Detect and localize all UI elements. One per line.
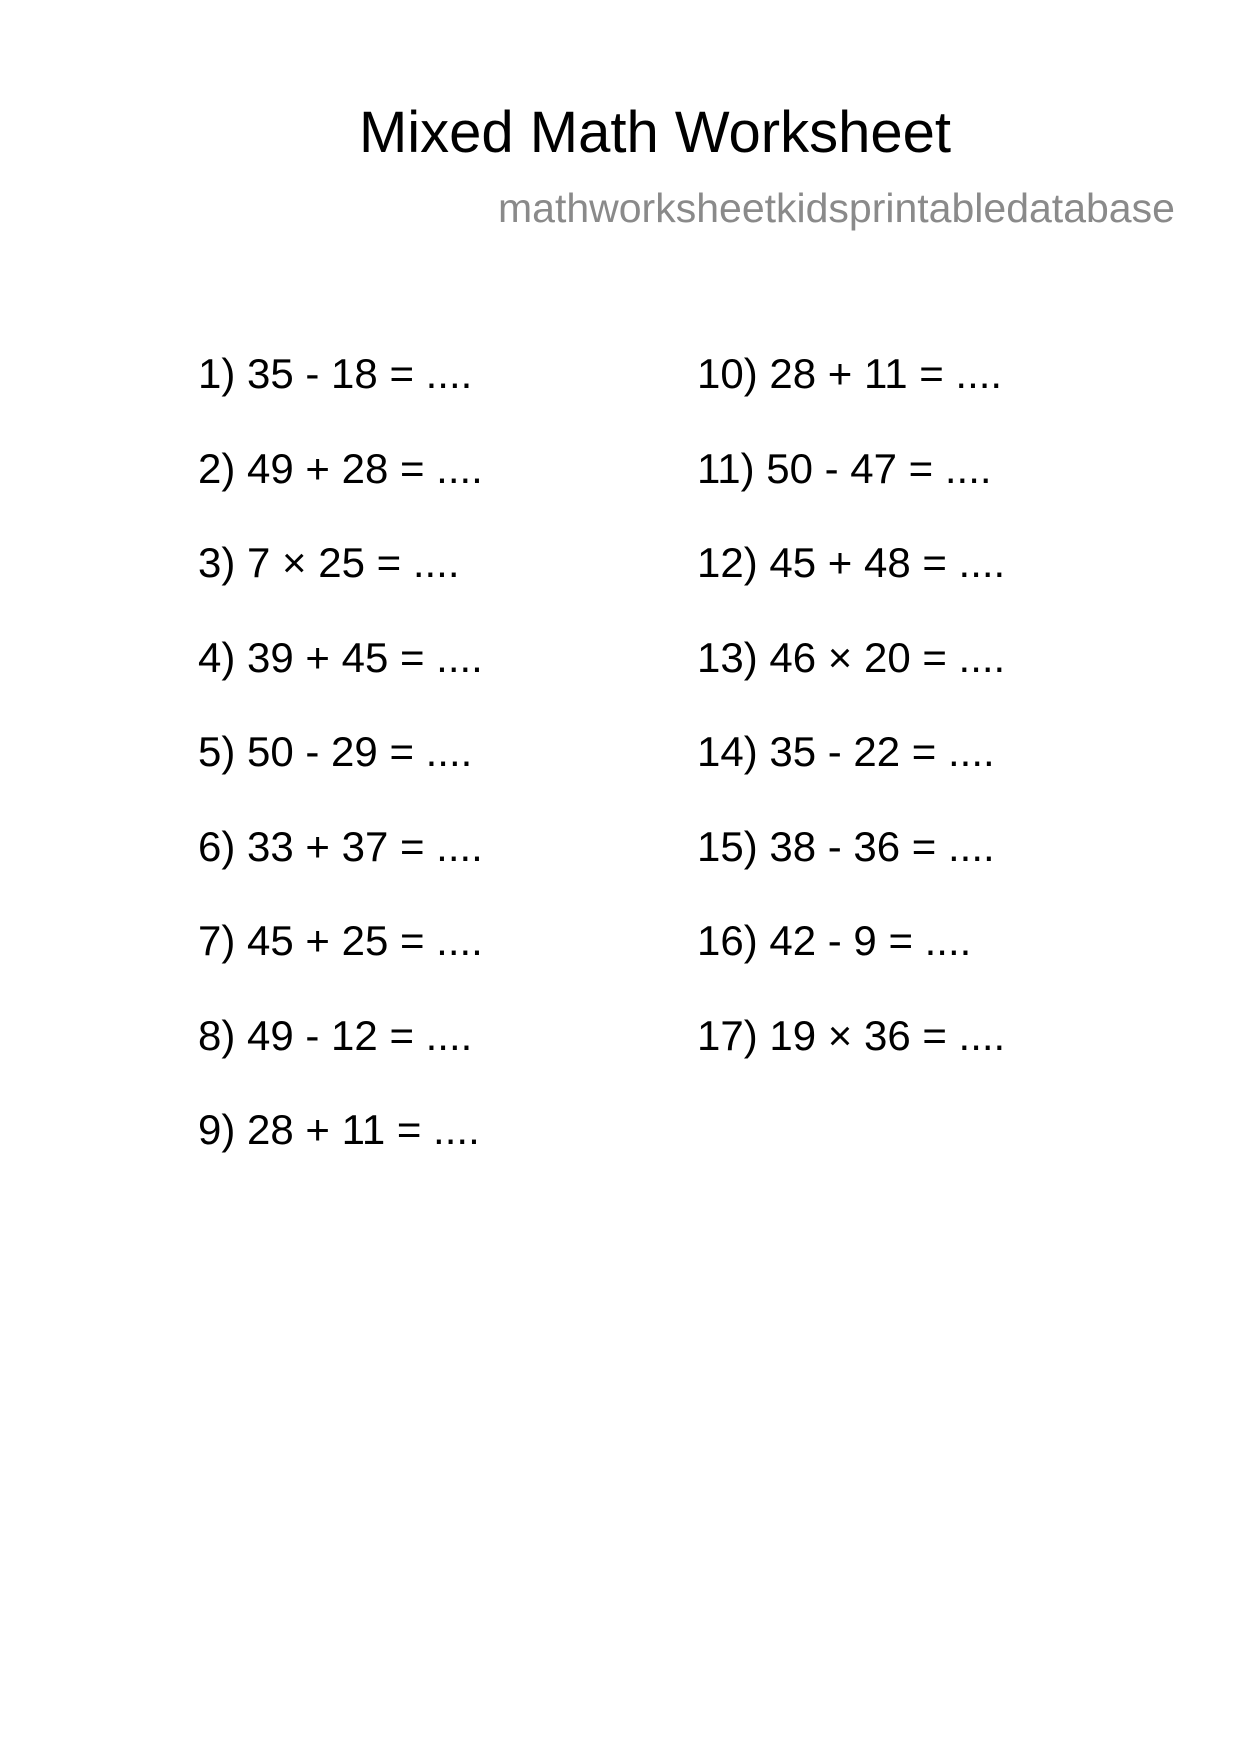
problem-14: 14) 35 - 22 = .... — [697, 728, 995, 775]
problem-11: 11) 50 - 47 = .... — [697, 444, 992, 492]
problem-12: 12) 45 + 48 = .... — [697, 539, 1006, 586]
problem-9: 9) 28 + 11 = .... — [198, 1106, 480, 1153]
problem-13: 13) 46 × 20 = .... — [697, 633, 1006, 681]
problem-17: 17) 19 × 36 = .... — [697, 1011, 1006, 1059]
problem-4: 4) 39 + 45 = .... — [198, 633, 483, 681]
worksheet-title: Mixed Math Worksheet — [358, 100, 952, 165]
problem-column-left — [198, 349, 483, 1200]
problem-8: 8) 49 - 12 = .... — [198, 1011, 473, 1059]
problem-column-right — [697, 349, 1005, 1105]
problem-10: 10) 28 + 11 = .... — [697, 350, 1003, 397]
problem-7: 7) 45 + 25 = .... — [198, 917, 483, 964]
problem-1: 1) 35 - 18 = .... — [198, 350, 473, 397]
problem-2: 2) 49 + 28 = .... — [198, 444, 483, 492]
problem-15: 15) 38 - 36 = .... — [697, 822, 995, 870]
problem-16: 16) 42 - 9 = .... — [697, 917, 972, 964]
problem-5: 5) 50 - 29 = .... — [198, 728, 473, 775]
problem-3: 3) 7 × 25 = .... — [198, 539, 460, 586]
source-watermark: mathworksheetkidsprintabledatabase — [498, 185, 1175, 231]
problem-6: 6) 33 + 37 = .... — [198, 822, 483, 870]
